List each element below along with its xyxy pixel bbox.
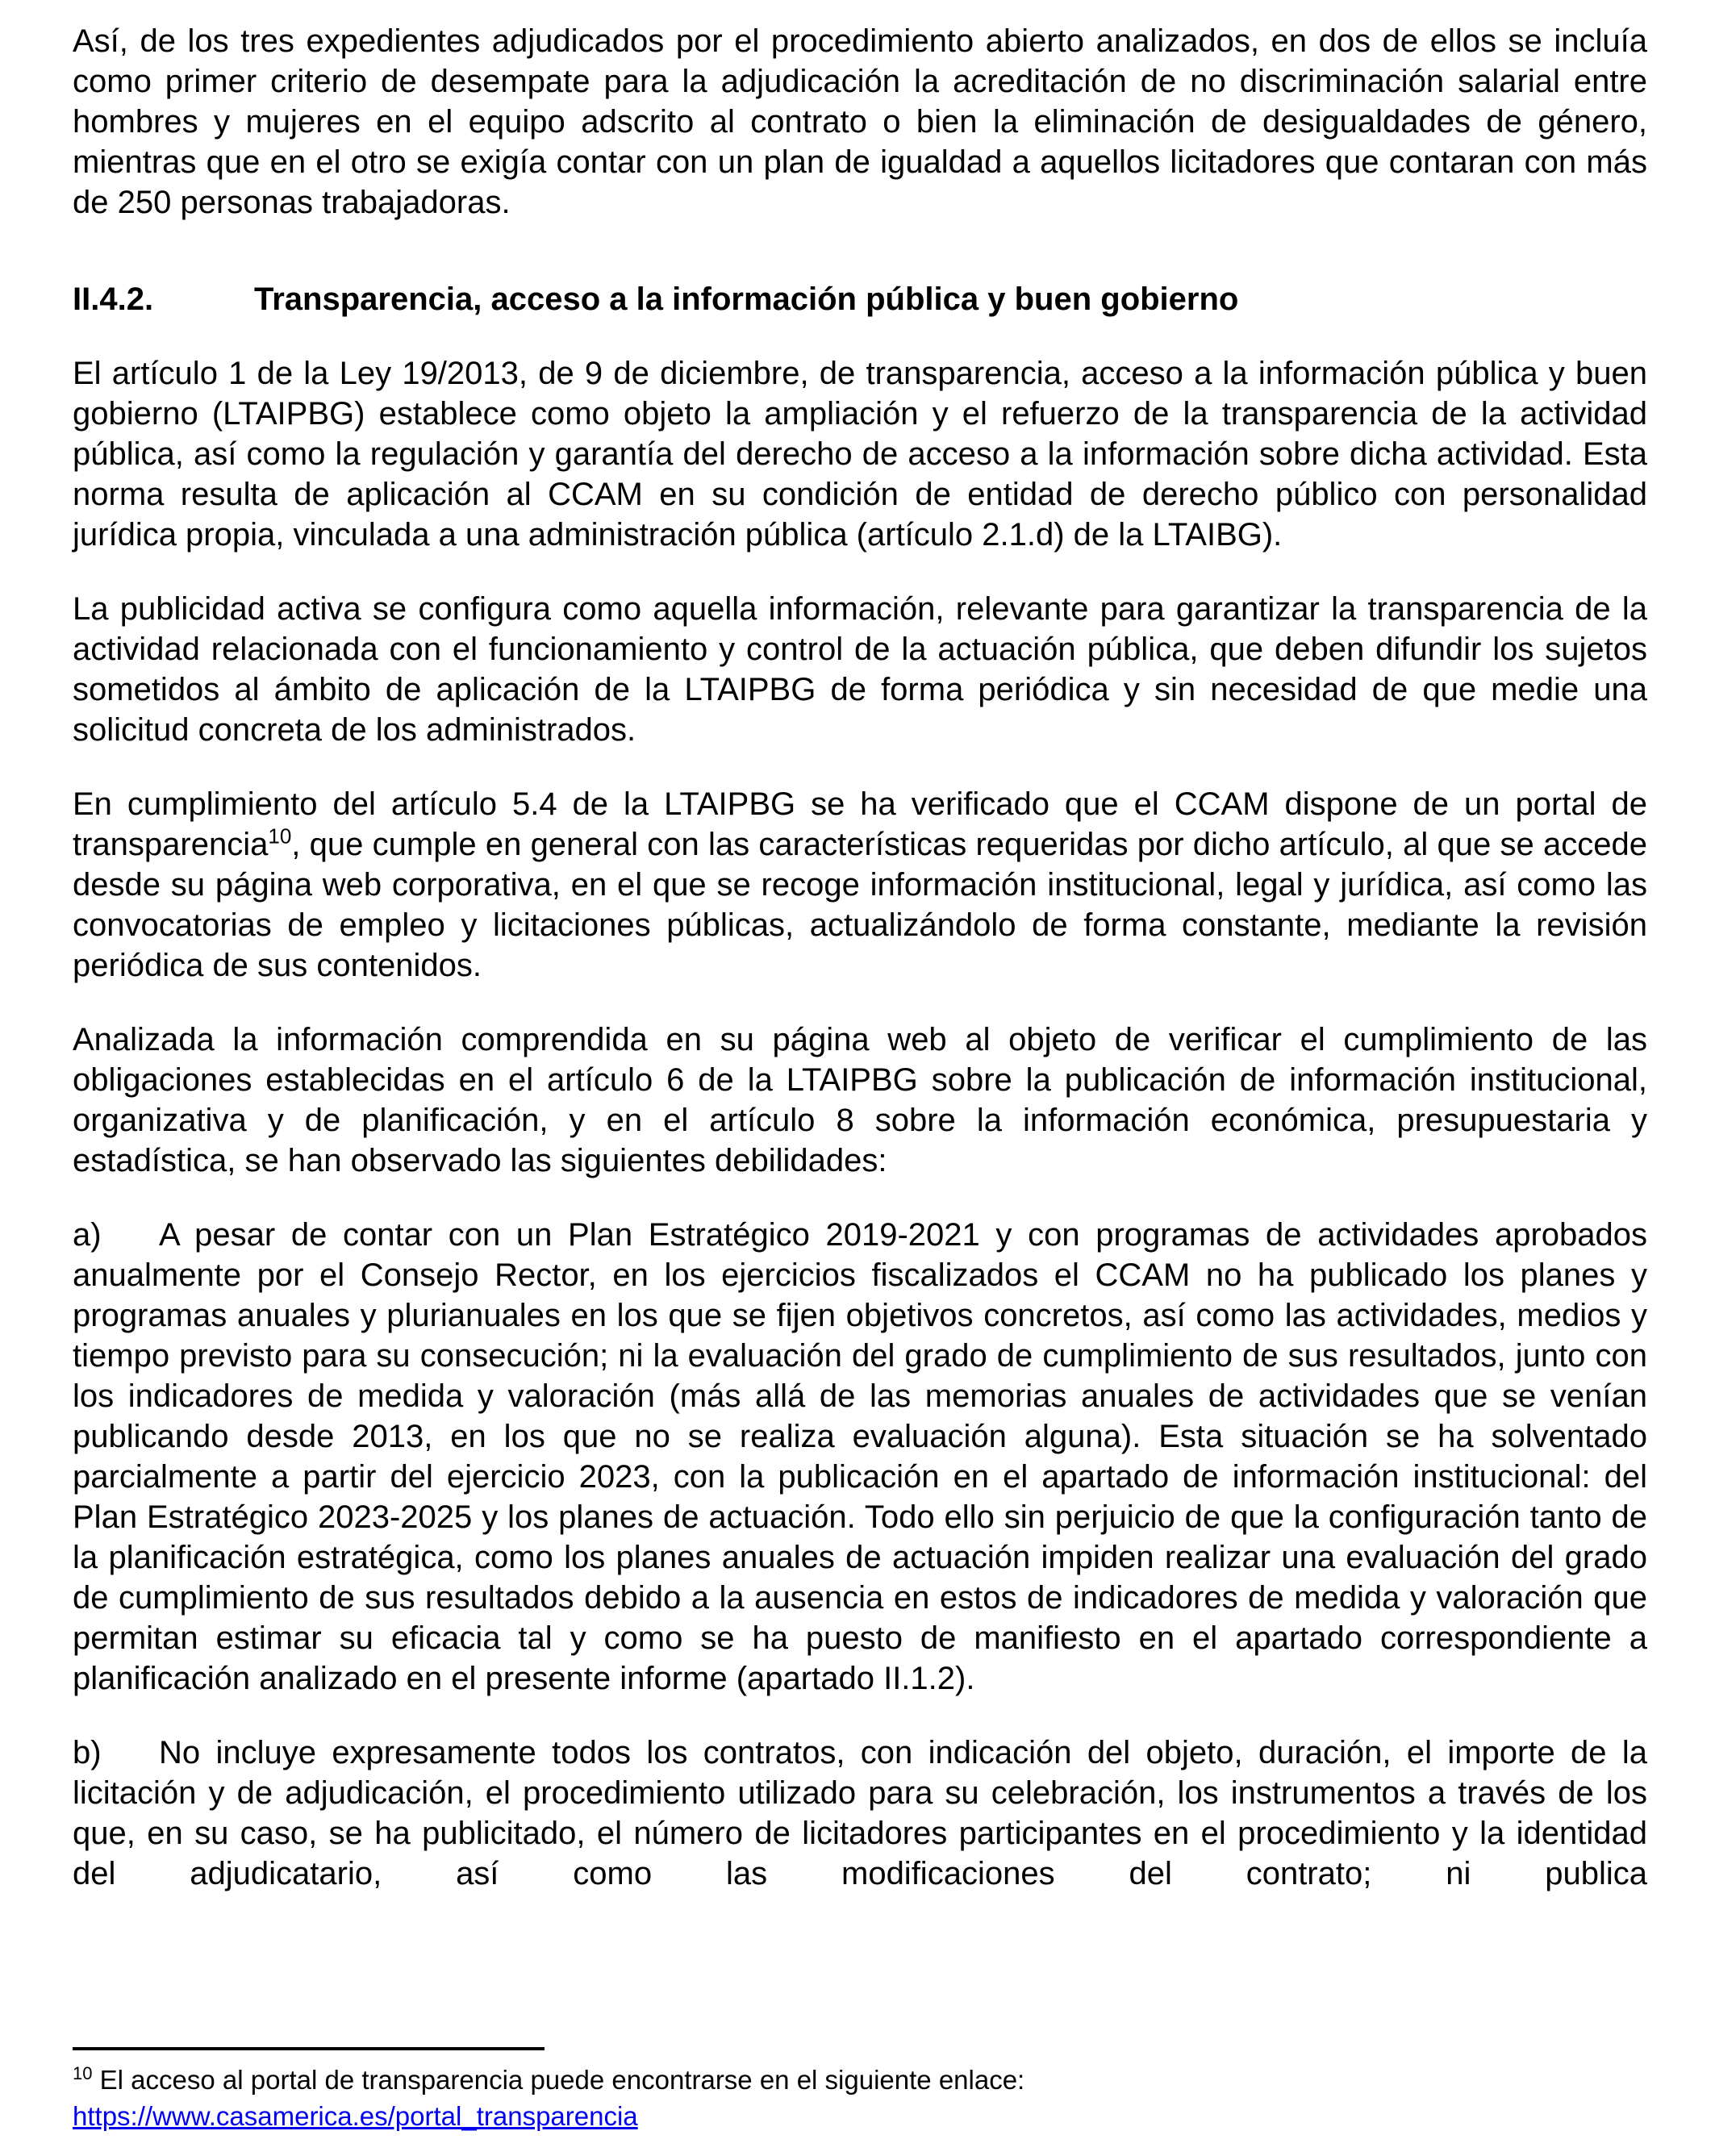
paragraph-publicidad-activa: La publicidad activa se configura como aquella información, relevante para garantizar la transparencia de la actividad relacionada con el funcionamiento y control de la actuación pública, que deben difundir los sujetos sometidos al ámbito de aplicación de la LTAIPBG de forma periódica y sin necesidad de que medie una solicitud concreta de los administrados. — [73, 591, 1647, 748]
paragraph-law-object: El artículo 1 de la Ley 19/2013, de 9 de diciembre, de transparencia, acceso a la información pública y buen gobierno (LTAIPBG) establece como objeto la ampliación y el refuerzo de la transparencia de la actividad pública, así como la regulación y garantía del derecho de acceso a la información sobre dicha actividad. Esta norma resulta de aplicación al CCAM en su condición de entidad de derecho público con personalidad jurídica propia, vinculada a una administración pública (artículo 2.1.d) de la LTAIBG). — [73, 356, 1647, 553]
footnote-text: El acceso al portal de transparencia puede encontrarse en el siguiente enlace: — [99, 2065, 1025, 2095]
paragraph-debilidades-intro: Analizada la información comprendida en su página web al objeto de verificar el cumplimiento de las obligaciones establecidas en el artículo 6 de la LTAIPBG sobre la publicación de información institucional, organizativa y de planificación, y en el artículo 8 sobre la información económica, presupuestaria y estadística, se han observado las siguientes debilidades: — [73, 1022, 1647, 1178]
paragraph-intro: Así, de los tres expedientes adjudicados por el procedimiento abierto analizados, en dos de ellos se incluía como primer criterio de desempate para la adjudicación la acreditación de no discriminación salarial entre hombres y mujeres en el equipo adscrito al contrato o bien la eliminación de desigualdades de género, mientras que en el otro se exigía contar con un plan de igualdad a aquellos licitadores que contaran con más de 250 personas trabajadoras. — [73, 23, 1647, 220]
list-item-b-text: No incluye expresamente todos los contratos, con indicación del objeto, duración, el importe de la licitación y de adjudicación, el procedimiento utilizado para su celebración, los instrumentos a través de los que, en su caso, se ha publicitado, el número de licitadores participantes en el procedimiento y la identidad del adjudicatario, así como las modificaciones del contrato; ni publica — [73, 1735, 1647, 1891]
page-content — [73, 21, 1647, 1928]
list-item-b — [73, 1733, 1647, 1894]
section-number: II.4.2. — [73, 281, 154, 317]
list-item-a-label: a) — [73, 1217, 102, 1253]
footnote-reference[interactable]: 10 — [268, 824, 292, 849]
footnote — [73, 2062, 1647, 2134]
footnote-link[interactable]: https://www.casamerica.es/portal_transparencia — [73, 2101, 638, 2131]
footnote-separator — [73, 2047, 545, 2050]
list-item-a — [73, 1215, 1647, 1699]
footnote-marker: 10 — [73, 2063, 93, 2083]
section-title: Transparencia, acceso a la información pública y buen gobierno — [254, 281, 1239, 317]
list-item-a-text: A pesar de contar con un Plan Estratégico 2019-2021 y con programas de actividades aprobados anualmente por el Consejo Rector, en los ejercicios fiscalizados el CCAM no ha publicado los planes y programas anuales y plurianuales en los que se fijen objetivos concretos, así como las actividades, medios y tiempo previsto para su consecución; ni la evaluación del grado de cumplimiento de sus resultados, junto con los indicadores de medida y valoración (más allá de las memorias anuales de actividades que se venían publicando desde 2013, en los que no se realiza evaluación alguna). Esta situación se ha solventado parcialmente a partir del ejercicio 2023, con la publicación en el apartado de información institucional: del Plan Estratégico 2023-2025 y los planes de actuación. Todo ello sin perjuicio de que la configuración tanto de la planificación estratégica, como los planes anuales de actuación impiden realizar una evaluación del grado de cumplimiento de sus resultados debido a la ausencia en estos de indicadores de medida y valoración que permitan estimar su eficacia tal y como se ha puesto de manifiesto en el apartado correspondiente a planificación analizado en el presente informe (apartado II.1.2). — [73, 1217, 1647, 1696]
list-item-b-label: b) — [73, 1735, 102, 1770]
section-heading — [73, 279, 1647, 319]
footnote-area — [73, 2047, 1647, 2134]
paragraph-portal-transparencia — [73, 784, 1647, 986]
paragraph-text-before-ref: En cumplimiento del artículo 5.4 de la LTAIPBG se ha verificado que el CCAM dispone de un portal de transparencia — [73, 786, 1647, 862]
paragraph-text-after-ref: , que cumple en general con las características requeridas por dicho artículo, al que se accede desde su página web corporativa, en el que se recoge información institucional, legal y jurídica, así como las convocatorias de empleo y licitaciones públicas, actualizándolo de forma constante, mediante la revisión periódica de sus contenidos. — [73, 827, 1647, 983]
